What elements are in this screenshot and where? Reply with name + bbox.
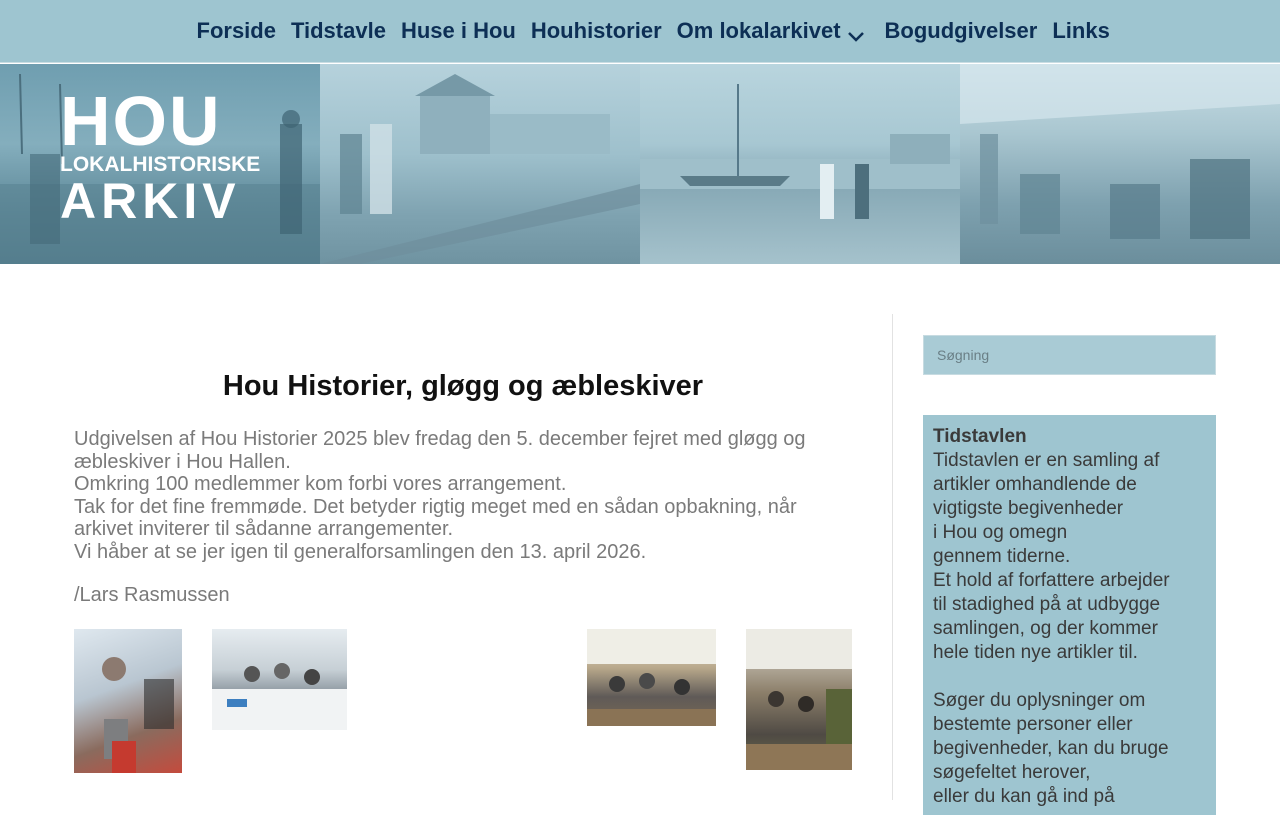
sidebar-divider — [892, 314, 893, 800]
widget-line: i Hou og omegn — [933, 522, 1068, 543]
widget-line: Søger du oplysninger om — [933, 690, 1146, 711]
gallery-image-1[interactable] — [74, 629, 182, 773]
post-paragraph: Tak for det fine fremmøde. Det betyder rigtig meget med en sådan opbakning, når arkivet inviterer til sådanne arrangementer. — [74, 495, 797, 541]
nav-item-om-lokalarkivet-label: Om lokalarkivet — [676, 18, 841, 43]
banner-photo-harbor — [0, 64, 320, 264]
logo-hou: HOU — [60, 82, 222, 160]
header-banner — [0, 64, 1280, 264]
tidstavlen-widget — [923, 415, 1216, 815]
nav-item-bogudgivelser[interactable]: Bogudgivelser — [884, 18, 1038, 43]
banner-photo-beach — [640, 64, 960, 264]
gallery-image-4-art — [746, 629, 852, 770]
gallery-image-3[interactable] — [587, 629, 716, 726]
site-logo[interactable] — [60, 82, 261, 229]
widget-line: gennem tiderne. — [933, 546, 1071, 567]
nav-item-om-lokalarkivet[interactable] — [669, 18, 872, 44]
widget-spacer — [933, 665, 1206, 689]
nav-item-houhistorier[interactable]: Houhistorier — [530, 18, 662, 43]
post-paragraph: Omkring 100 medlemmer kom forbi vores arrangement. — [74, 473, 567, 496]
post-paragraph: Udgivelsen af Hou Historier 2025 blev fredag den 5. december fejret med gløgg og æbleskiver i Hou Hallen. — [74, 428, 806, 473]
post-body — [74, 428, 834, 606]
banner-photo-beach-art — [640, 64, 960, 264]
widget-line: hele tiden nye artikler til. — [933, 642, 1138, 663]
banner-photo-street — [320, 64, 640, 264]
main-navigation — [0, 0, 1280, 63]
post-signature: /Lars Rasmussen — [74, 583, 230, 606]
widget-line: samlingen, og der kommer — [933, 618, 1158, 639]
gallery-image-2-art — [212, 629, 347, 730]
search-input[interactable] — [923, 335, 1216, 375]
banner-photo-workshop — [960, 64, 1280, 264]
gallery-image-3-art — [587, 629, 716, 726]
widget-line: eller du kan gå ind på — [933, 786, 1115, 807]
nav-item-links[interactable]: Links — [1052, 18, 1110, 43]
widget-line: begivenheder, kan du bruge — [933, 738, 1169, 759]
logo-arkiv: ARKIV — [60, 173, 241, 229]
post-paragraph: Vi håber at se jer igen til generalforsamlingen den 13. april 2026. — [74, 540, 647, 563]
nav-menu — [189, 0, 1117, 62]
widget-title: Tidstavlen — [933, 426, 1027, 447]
widget-line: Et hold af forfattere arbejder — [933, 570, 1170, 591]
widget-line: Tidstavlen er en samling af — [933, 450, 1160, 471]
widget-line: bestemte personer eller — [933, 714, 1133, 735]
widget-line: søgefeltet herover, — [933, 762, 1091, 783]
nav-item-huse-i-hou[interactable]: Huse i Hou — [400, 18, 516, 43]
gallery-image-1-art — [74, 629, 182, 773]
banner-photo-workshop-art — [960, 64, 1280, 264]
gallery-image-4[interactable] — [746, 629, 852, 770]
widget-line: til stadighed på at udbygge — [933, 594, 1161, 615]
widget-line: vigtigste begivenheder — [933, 498, 1124, 519]
banner-photo-street-art — [320, 64, 640, 264]
post-title: Hou Historier, gløgg og æbleskiver — [222, 370, 704, 402]
nav-item-forside[interactable]: Forside — [196, 18, 276, 43]
logo-lokalhistoriske: LOKALHISTORISKE — [60, 153, 261, 176]
gallery-image-2[interactable] — [212, 629, 347, 730]
widget-line: artikler omhandlende de — [933, 474, 1137, 495]
chevron-down-icon[interactable] — [847, 24, 865, 38]
nav-item-tidstavle[interactable]: Tidstavle — [290, 18, 386, 43]
